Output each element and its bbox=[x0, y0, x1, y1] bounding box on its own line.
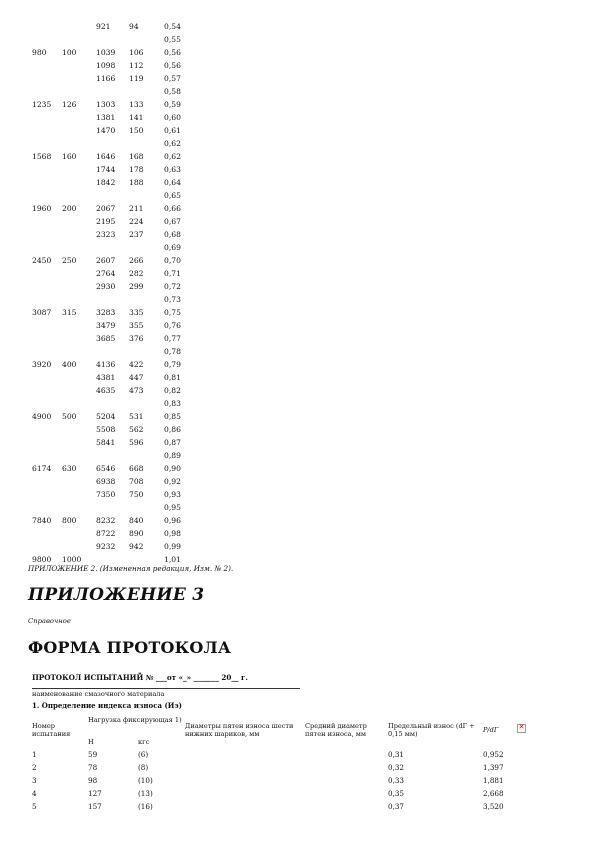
table-cell: 133 bbox=[129, 100, 144, 109]
table-cell: 100 bbox=[62, 48, 77, 57]
table-cell: 0,56 bbox=[164, 61, 181, 70]
table-cell: 5204 bbox=[96, 412, 116, 421]
table-cell bbox=[32, 371, 62, 384]
table-cell bbox=[62, 423, 96, 436]
table-cell: 0,71 bbox=[164, 269, 181, 278]
table-cell bbox=[96, 501, 129, 514]
header-unit-kgs: кгс bbox=[138, 738, 150, 746]
table-cell bbox=[62, 397, 96, 410]
table-cell: 200 bbox=[62, 204, 77, 213]
table-cell bbox=[32, 501, 62, 514]
table-cell bbox=[32, 137, 62, 150]
protocol-cell: 0,37 bbox=[388, 802, 405, 811]
table-cell: 2930 bbox=[96, 282, 116, 291]
header-ratio: P/dГ bbox=[483, 726, 499, 734]
table-cell bbox=[62, 449, 96, 462]
table-cell: 94 bbox=[129, 22, 139, 31]
table-cell: 335 bbox=[129, 308, 144, 317]
table-cell: 0,66 bbox=[164, 204, 181, 213]
table-cell: 1235 bbox=[32, 100, 52, 109]
table-cell: 1039 bbox=[96, 48, 116, 57]
protocol-cell: 2 bbox=[32, 763, 37, 772]
protocol-cell: 3 bbox=[32, 776, 37, 785]
protocol-cell: 0,952 bbox=[483, 750, 504, 759]
table-cell: 980 bbox=[32, 48, 47, 57]
table-cell: 668 bbox=[129, 464, 144, 473]
table-cell: 0,81 bbox=[164, 373, 181, 382]
table-cell: 5508 bbox=[96, 425, 116, 434]
table-cell: 1098 bbox=[96, 61, 116, 70]
header-limit-wear: Предельный износ (dГ + 0,15 мм) bbox=[388, 722, 475, 738]
table-cell: 0,77 bbox=[164, 334, 181, 343]
table-cell bbox=[62, 488, 96, 501]
table-cell bbox=[129, 449, 164, 462]
table-row bbox=[32, 85, 194, 98]
protocol-cell: 157 bbox=[88, 802, 102, 811]
table-cell bbox=[96, 137, 129, 150]
table-cell: 0,65 bbox=[164, 191, 181, 200]
table-row bbox=[32, 228, 194, 241]
table-row bbox=[32, 306, 194, 319]
table-row bbox=[32, 280, 194, 293]
table-cell bbox=[96, 33, 129, 46]
table-cell bbox=[32, 267, 62, 280]
protocol-cell: 4 bbox=[32, 789, 37, 798]
table-cell: 0,60 bbox=[164, 113, 181, 122]
table-cell: 1960 bbox=[32, 204, 52, 213]
table-cell bbox=[62, 280, 96, 293]
table-cell bbox=[62, 176, 96, 189]
table-cell bbox=[32, 423, 62, 436]
table-cell bbox=[32, 111, 62, 124]
table-row bbox=[32, 293, 194, 306]
protocol-cell: 5 bbox=[32, 802, 37, 811]
table-cell bbox=[32, 384, 62, 397]
table-row bbox=[32, 423, 194, 436]
table-cell: 0,89 bbox=[164, 451, 181, 460]
table-cell: 0,96 bbox=[164, 516, 181, 525]
table-cell: 1568 bbox=[32, 152, 52, 161]
table-row bbox=[32, 150, 194, 163]
table-cell bbox=[32, 280, 62, 293]
table-cell: 1381 bbox=[96, 113, 116, 122]
table-cell: 1166 bbox=[96, 74, 116, 83]
table-cell bbox=[62, 371, 96, 384]
table-row bbox=[32, 163, 194, 176]
table-cell: 2607 bbox=[96, 256, 116, 265]
table-cell: 0,70 bbox=[164, 256, 181, 265]
table-cell bbox=[129, 137, 164, 150]
table-row bbox=[32, 371, 194, 384]
table-cell: 126 bbox=[62, 100, 77, 109]
protocol-header-line: ПРОТОКОЛ ИСПЫТАНИЙ № ___от «_» _______ 20__ г. bbox=[32, 673, 248, 682]
table-row bbox=[32, 501, 194, 514]
table-cell bbox=[32, 319, 62, 332]
table-cell: 0,64 bbox=[164, 178, 181, 187]
table-cell bbox=[96, 293, 129, 306]
header-load: Нагрузка фиксирующая 1) bbox=[88, 716, 182, 724]
table-cell: 921 bbox=[96, 22, 111, 31]
table-cell: 2323 bbox=[96, 230, 116, 239]
appendix-3-title: ПРИЛОЖЕНИЕ 3 bbox=[28, 585, 205, 605]
table-cell: 0,82 bbox=[164, 386, 181, 395]
protocol-cell: 0,35 bbox=[388, 789, 405, 798]
table-row bbox=[32, 254, 194, 267]
table-cell bbox=[129, 85, 164, 98]
table-cell: 0,78 bbox=[164, 347, 181, 356]
table-row bbox=[32, 267, 194, 280]
table-cell: 0,59 bbox=[164, 100, 181, 109]
table-cell: 3283 bbox=[96, 308, 116, 317]
table-cell: 8722 bbox=[96, 529, 116, 538]
table-cell bbox=[62, 33, 96, 46]
table-cell: 168 bbox=[129, 152, 144, 161]
table-cell bbox=[62, 540, 96, 553]
table-cell: 800 bbox=[62, 516, 77, 525]
form-title: ФОРМА ПРОТОКОЛА bbox=[28, 638, 232, 657]
table-cell: 178 bbox=[129, 165, 144, 174]
table-cell: 0,62 bbox=[164, 139, 181, 148]
table-cell: 282 bbox=[129, 269, 144, 278]
table-cell bbox=[32, 189, 62, 202]
table-cell bbox=[32, 124, 62, 137]
table-row bbox=[32, 475, 194, 488]
table-cell: 596 bbox=[129, 438, 144, 447]
table-cell: 6546 bbox=[96, 464, 116, 473]
protocol-cell: 127 bbox=[88, 789, 102, 798]
protocol-cell: 3,520 bbox=[483, 802, 504, 811]
table-cell bbox=[32, 527, 62, 540]
table-cell: 840 bbox=[129, 516, 144, 525]
table-cell bbox=[96, 241, 129, 254]
protocol-cell: (16) bbox=[138, 802, 153, 811]
table-cell: 942 bbox=[129, 542, 144, 551]
table-cell: 106 bbox=[129, 48, 144, 57]
header-wear-diameters: Диаметры пятен износа шести нижних шариков, мм bbox=[185, 722, 294, 738]
table-cell: 2195 bbox=[96, 217, 116, 226]
table-cell bbox=[96, 189, 129, 202]
table-row bbox=[32, 436, 194, 449]
table-cell: 0,99 bbox=[164, 542, 181, 551]
table-cell: 0,93 bbox=[164, 490, 181, 499]
table-cell: 6174 bbox=[32, 464, 52, 473]
table-row bbox=[32, 33, 194, 46]
table-cell bbox=[32, 20, 62, 33]
table-cell: 315 bbox=[62, 308, 77, 317]
load-wear-table-body bbox=[32, 20, 194, 566]
table-cell: 1744 bbox=[96, 165, 116, 174]
table-row bbox=[32, 449, 194, 462]
table-cell: 224 bbox=[129, 217, 144, 226]
table-cell bbox=[129, 189, 164, 202]
table-row bbox=[32, 462, 194, 475]
table-cell: 0,92 bbox=[164, 477, 181, 486]
table-cell bbox=[62, 332, 96, 345]
table-row bbox=[32, 540, 194, 553]
table-cell: 3920 bbox=[32, 360, 52, 369]
table-row bbox=[32, 124, 194, 137]
table-cell bbox=[32, 176, 62, 189]
table-cell bbox=[62, 228, 96, 241]
table-cell: 0,90 bbox=[164, 464, 181, 473]
table-row bbox=[32, 527, 194, 540]
table-cell bbox=[32, 540, 62, 553]
table-cell bbox=[32, 163, 62, 176]
table-row bbox=[32, 410, 194, 423]
table-row bbox=[32, 215, 194, 228]
table-cell: 4635 bbox=[96, 386, 116, 395]
protocol-cell: 1,397 bbox=[483, 763, 504, 772]
table-cell: 400 bbox=[62, 360, 77, 369]
table-cell bbox=[62, 293, 96, 306]
table-cell bbox=[32, 215, 62, 228]
table-cell: 447 bbox=[129, 373, 144, 382]
table-cell: 299 bbox=[129, 282, 144, 291]
table-cell: 0,67 bbox=[164, 217, 181, 226]
table-cell: 1,01 bbox=[164, 555, 181, 564]
table-cell bbox=[129, 501, 164, 514]
protocol-cell: (10) bbox=[138, 776, 153, 785]
table-cell: 630 bbox=[62, 464, 77, 473]
table-cell: 160 bbox=[62, 152, 77, 161]
table-cell: 500 bbox=[62, 412, 77, 421]
table-cell: 0,79 bbox=[164, 360, 181, 369]
protocol-cell: (13) bbox=[138, 789, 153, 798]
table-row bbox=[32, 202, 194, 215]
protocol-cell: 0,33 bbox=[388, 776, 405, 785]
table-cell: 1000 bbox=[62, 555, 82, 564]
table-cell bbox=[32, 293, 62, 306]
table-cell: 3479 bbox=[96, 321, 116, 330]
table-cell bbox=[62, 72, 96, 85]
table-cell bbox=[62, 384, 96, 397]
table-row bbox=[32, 20, 194, 33]
table-cell bbox=[62, 124, 96, 137]
appendix-3-subtitle: Справочное bbox=[28, 617, 71, 625]
table-cell: 4900 bbox=[32, 412, 52, 421]
table-cell bbox=[32, 345, 62, 358]
table-cell: 0,68 bbox=[164, 230, 181, 239]
table-cell bbox=[62, 20, 96, 33]
protocol-cell: 98 bbox=[88, 776, 98, 785]
table-cell bbox=[62, 319, 96, 332]
table-cell: 422 bbox=[129, 360, 144, 369]
table-cell: 0,87 bbox=[164, 438, 181, 447]
table-cell: 0,95 bbox=[164, 503, 181, 512]
table-cell: 0,62 bbox=[164, 152, 181, 161]
table-cell bbox=[32, 241, 62, 254]
broken-image-icon bbox=[517, 724, 526, 733]
protocol-cell: 2,668 bbox=[483, 789, 504, 798]
table-cell bbox=[62, 85, 96, 98]
table-row bbox=[32, 332, 194, 345]
table-row bbox=[32, 397, 194, 410]
table-cell: 250 bbox=[62, 256, 77, 265]
table-cell: 5841 bbox=[96, 438, 116, 447]
table-cell: 562 bbox=[129, 425, 144, 434]
table-cell: 2764 bbox=[96, 269, 116, 278]
table-cell: 0,98 bbox=[164, 529, 181, 538]
table-cell bbox=[62, 501, 96, 514]
table-cell bbox=[32, 488, 62, 501]
header-unit-n: Н bbox=[88, 738, 94, 746]
table-cell bbox=[129, 241, 164, 254]
table-cell: 0,55 bbox=[164, 35, 181, 44]
table-cell: 890 bbox=[129, 529, 144, 538]
table-row bbox=[32, 189, 194, 202]
table-cell bbox=[32, 72, 62, 85]
table-row bbox=[32, 384, 194, 397]
table-row bbox=[32, 241, 194, 254]
protocol-cell: 1 bbox=[32, 750, 37, 759]
table-cell bbox=[62, 267, 96, 280]
table-cell bbox=[32, 228, 62, 241]
table-cell: 0,57 bbox=[164, 74, 181, 83]
table-cell: 531 bbox=[129, 412, 144, 421]
table-cell: 0,83 bbox=[164, 399, 181, 408]
table-cell: 237 bbox=[129, 230, 144, 239]
table-cell bbox=[62, 59, 96, 72]
table-cell: 9800 bbox=[32, 555, 52, 564]
table-cell bbox=[129, 33, 164, 46]
table-cell: 1646 bbox=[96, 152, 116, 161]
table-cell bbox=[62, 163, 96, 176]
table-row bbox=[32, 59, 194, 72]
table-cell bbox=[32, 33, 62, 46]
table-row bbox=[32, 111, 194, 124]
table-row bbox=[32, 98, 194, 111]
protocol-cell: 0,31 bbox=[388, 750, 405, 759]
header-test-number: Номер испытания bbox=[32, 722, 71, 738]
table-cell: 0,69 bbox=[164, 243, 181, 252]
table-cell: 211 bbox=[129, 204, 144, 213]
table-cell: 8232 bbox=[96, 516, 116, 525]
table-cell: 4381 bbox=[96, 373, 116, 382]
table-cell: 4136 bbox=[96, 360, 116, 369]
table-cell bbox=[32, 332, 62, 345]
table-cell: 1842 bbox=[96, 178, 116, 187]
protocol-cell: 59 bbox=[88, 750, 98, 759]
table-cell: 119 bbox=[129, 74, 144, 83]
table-cell bbox=[32, 449, 62, 462]
table-cell: 1303 bbox=[96, 100, 116, 109]
table-row bbox=[32, 319, 194, 332]
table-cell bbox=[62, 111, 96, 124]
table-cell: 376 bbox=[129, 334, 144, 343]
table-cell: 188 bbox=[129, 178, 144, 187]
protocol-cell: (8) bbox=[138, 763, 149, 772]
table-row bbox=[32, 46, 194, 59]
table-cell bbox=[129, 345, 164, 358]
table-row bbox=[32, 358, 194, 371]
table-cell: 0,75 bbox=[164, 308, 181, 317]
table-cell: 0,85 bbox=[164, 412, 181, 421]
table-cell: 2450 bbox=[32, 256, 52, 265]
table-cell: 7350 bbox=[96, 490, 116, 499]
table-cell bbox=[62, 475, 96, 488]
table-cell bbox=[32, 436, 62, 449]
table-cell: 3087 bbox=[32, 308, 52, 317]
table-cell bbox=[96, 85, 129, 98]
table-cell bbox=[32, 397, 62, 410]
table-cell: 0,54 bbox=[164, 22, 181, 31]
table-cell: 150 bbox=[129, 126, 144, 135]
table-cell: 0,86 bbox=[164, 425, 181, 434]
table-cell bbox=[96, 397, 129, 410]
table-cell: 1470 bbox=[96, 126, 116, 135]
table-cell: 266 bbox=[129, 256, 144, 265]
material-label: наименование смазочного материала bbox=[32, 690, 165, 698]
material-underline bbox=[32, 688, 300, 689]
table-cell: 2067 bbox=[96, 204, 116, 213]
protocol-cell: 1,881 bbox=[483, 776, 504, 785]
table-cell: 473 bbox=[129, 386, 144, 395]
table-cell: 355 bbox=[129, 321, 144, 330]
section-title: 1. Определение индекса износа (Иэ) bbox=[32, 701, 182, 710]
table-cell bbox=[62, 189, 96, 202]
table-cell bbox=[62, 436, 96, 449]
table-row bbox=[32, 72, 194, 85]
table-cell: 141 bbox=[129, 113, 144, 122]
appendix-2-note: ПРИЛОЖЕНИЕ 2. (Измененная редакция, Изм. № 2). bbox=[28, 564, 234, 573]
table-cell: 0,56 bbox=[164, 48, 181, 57]
table-cell bbox=[62, 241, 96, 254]
table-cell: 6938 bbox=[96, 477, 116, 486]
table-cell: 0,72 bbox=[164, 282, 181, 291]
table-cell bbox=[32, 85, 62, 98]
table-cell bbox=[32, 59, 62, 72]
table-cell bbox=[62, 527, 96, 540]
table-cell: 0,58 bbox=[164, 87, 181, 96]
table-cell: 7840 bbox=[32, 516, 52, 525]
table-row bbox=[32, 345, 194, 358]
table-cell: 0,63 bbox=[164, 165, 181, 174]
table-cell bbox=[96, 449, 129, 462]
table-row bbox=[32, 514, 194, 527]
table-cell: 9232 bbox=[96, 542, 116, 551]
table-cell bbox=[62, 215, 96, 228]
table-cell bbox=[62, 345, 96, 358]
table-cell bbox=[96, 345, 129, 358]
load-wear-table bbox=[32, 20, 194, 566]
table-cell: 0,73 bbox=[164, 295, 181, 304]
table-cell bbox=[129, 293, 164, 306]
table-cell: 0,76 bbox=[164, 321, 181, 330]
protocol-cell: 78 bbox=[88, 763, 98, 772]
table-cell bbox=[62, 137, 96, 150]
table-row bbox=[32, 137, 194, 150]
table-cell: 112 bbox=[129, 61, 144, 70]
table-cell bbox=[129, 397, 164, 410]
table-cell: 3685 bbox=[96, 334, 116, 343]
header-average-diameter: Средний диаметр пятен износа, мм bbox=[305, 722, 367, 738]
table-cell: 708 bbox=[129, 477, 144, 486]
table-row bbox=[32, 488, 194, 501]
table-row bbox=[32, 176, 194, 189]
protocol-cell: (6) bbox=[138, 750, 149, 759]
table-cell: 750 bbox=[129, 490, 144, 499]
protocol-cell: 0,32 bbox=[388, 763, 405, 772]
table-cell: 0,61 bbox=[164, 126, 181, 135]
table-cell bbox=[32, 475, 62, 488]
